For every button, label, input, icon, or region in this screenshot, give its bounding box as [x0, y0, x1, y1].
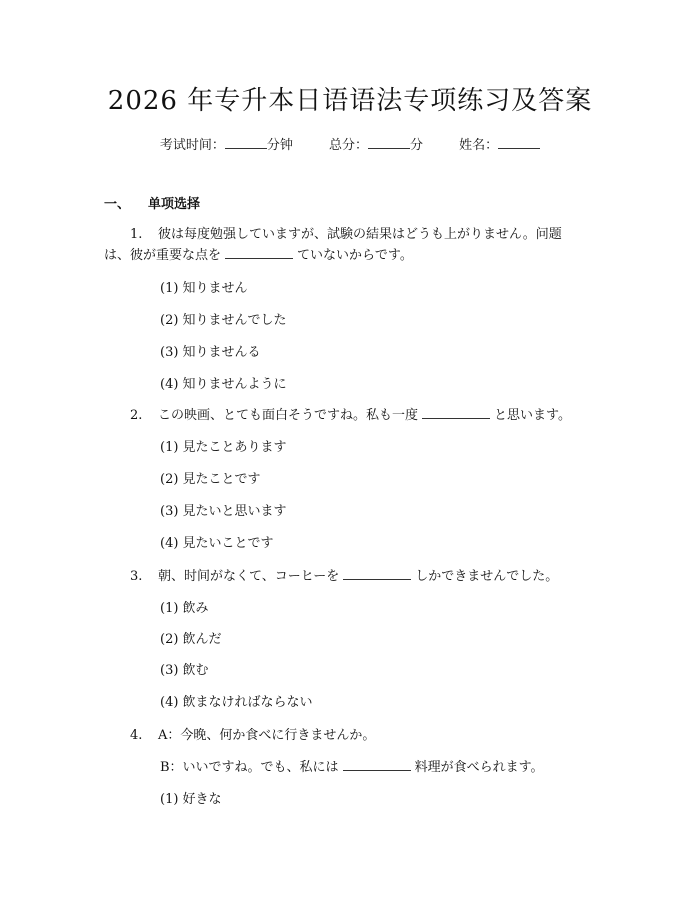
question-4-response [160, 756, 544, 775]
option[interactable]: (2) 飲んだ [160, 632, 222, 647]
question-text: ていないからです。 [297, 248, 413, 263]
exam-meta [0, 134, 700, 153]
question-text: この映画、とても面白そうですね。私も一度 [158, 408, 419, 423]
question-text: B：いいですね。でも、私には [160, 760, 339, 775]
score-label: 总分： [328, 138, 368, 153]
answer-blank[interactable] [343, 567, 411, 580]
question-text: しかできませんでした。 [415, 569, 559, 584]
score-unit: 分 [410, 138, 424, 153]
option[interactable]: (1) 飲み [160, 601, 209, 616]
option[interactable]: (2) 見たことです [160, 472, 261, 487]
option[interactable]: (1) 好きな [160, 792, 222, 807]
section-title: 单项选择 [148, 197, 201, 212]
question-text: 彼は每度勉强していますが、試験の結果はどうも上がりません。问题 [158, 227, 562, 242]
option[interactable]: (1) 見たことあります [160, 440, 287, 455]
exam-name [459, 134, 540, 153]
question-number: 2. [130, 408, 143, 423]
question-text: 料理が食べられます。 [414, 760, 544, 775]
question-text: A：今晚、何か食べに行きませんか。 [158, 728, 376, 743]
option[interactable]: (1) 知りません [160, 281, 248, 296]
question-number: 1. [130, 227, 143, 242]
option[interactable]: (4) 飲まなければならない [160, 695, 313, 710]
question-text: 朝、时间がなくて、コーヒーを [158, 569, 340, 584]
section-number: 一、 [104, 197, 131, 212]
question-1-continuation [104, 244, 413, 263]
question-text: は、彼が重要な点を [104, 248, 222, 263]
option[interactable]: (4) 見たいことです [160, 536, 274, 551]
exam-score [329, 134, 423, 153]
option[interactable]: (3) 見たいと思います [160, 504, 287, 519]
page-title: 2026 年专升本日语语法专项练习及答案 [107, 86, 593, 116]
time-unit: 分钟 [266, 138, 293, 153]
score-blank[interactable] [368, 136, 410, 149]
option[interactable]: (2) 知りませんでした [160, 313, 287, 328]
time-blank[interactable] [225, 136, 267, 149]
name-blank[interactable] [498, 136, 540, 149]
question-number: 3. [130, 569, 143, 584]
option[interactable]: (3) 知りませんる [160, 345, 261, 360]
time-label: 考试时间： [159, 138, 225, 153]
question-2 [130, 404, 571, 423]
question-text: と思います。 [494, 408, 571, 423]
option[interactable]: (3) 飲む [160, 663, 209, 678]
answer-blank[interactable] [225, 246, 293, 259]
section-heading [104, 193, 200, 212]
answer-blank[interactable] [422, 406, 490, 419]
question-4 [130, 724, 375, 743]
exam-time [160, 134, 293, 153]
option[interactable]: (4) 知りませんように [160, 377, 287, 392]
question-1 [130, 223, 562, 242]
question-3 [130, 565, 558, 584]
question-number: 4. [130, 728, 143, 743]
answer-blank[interactable] [343, 758, 411, 771]
name-label: 姓名： [459, 138, 499, 153]
